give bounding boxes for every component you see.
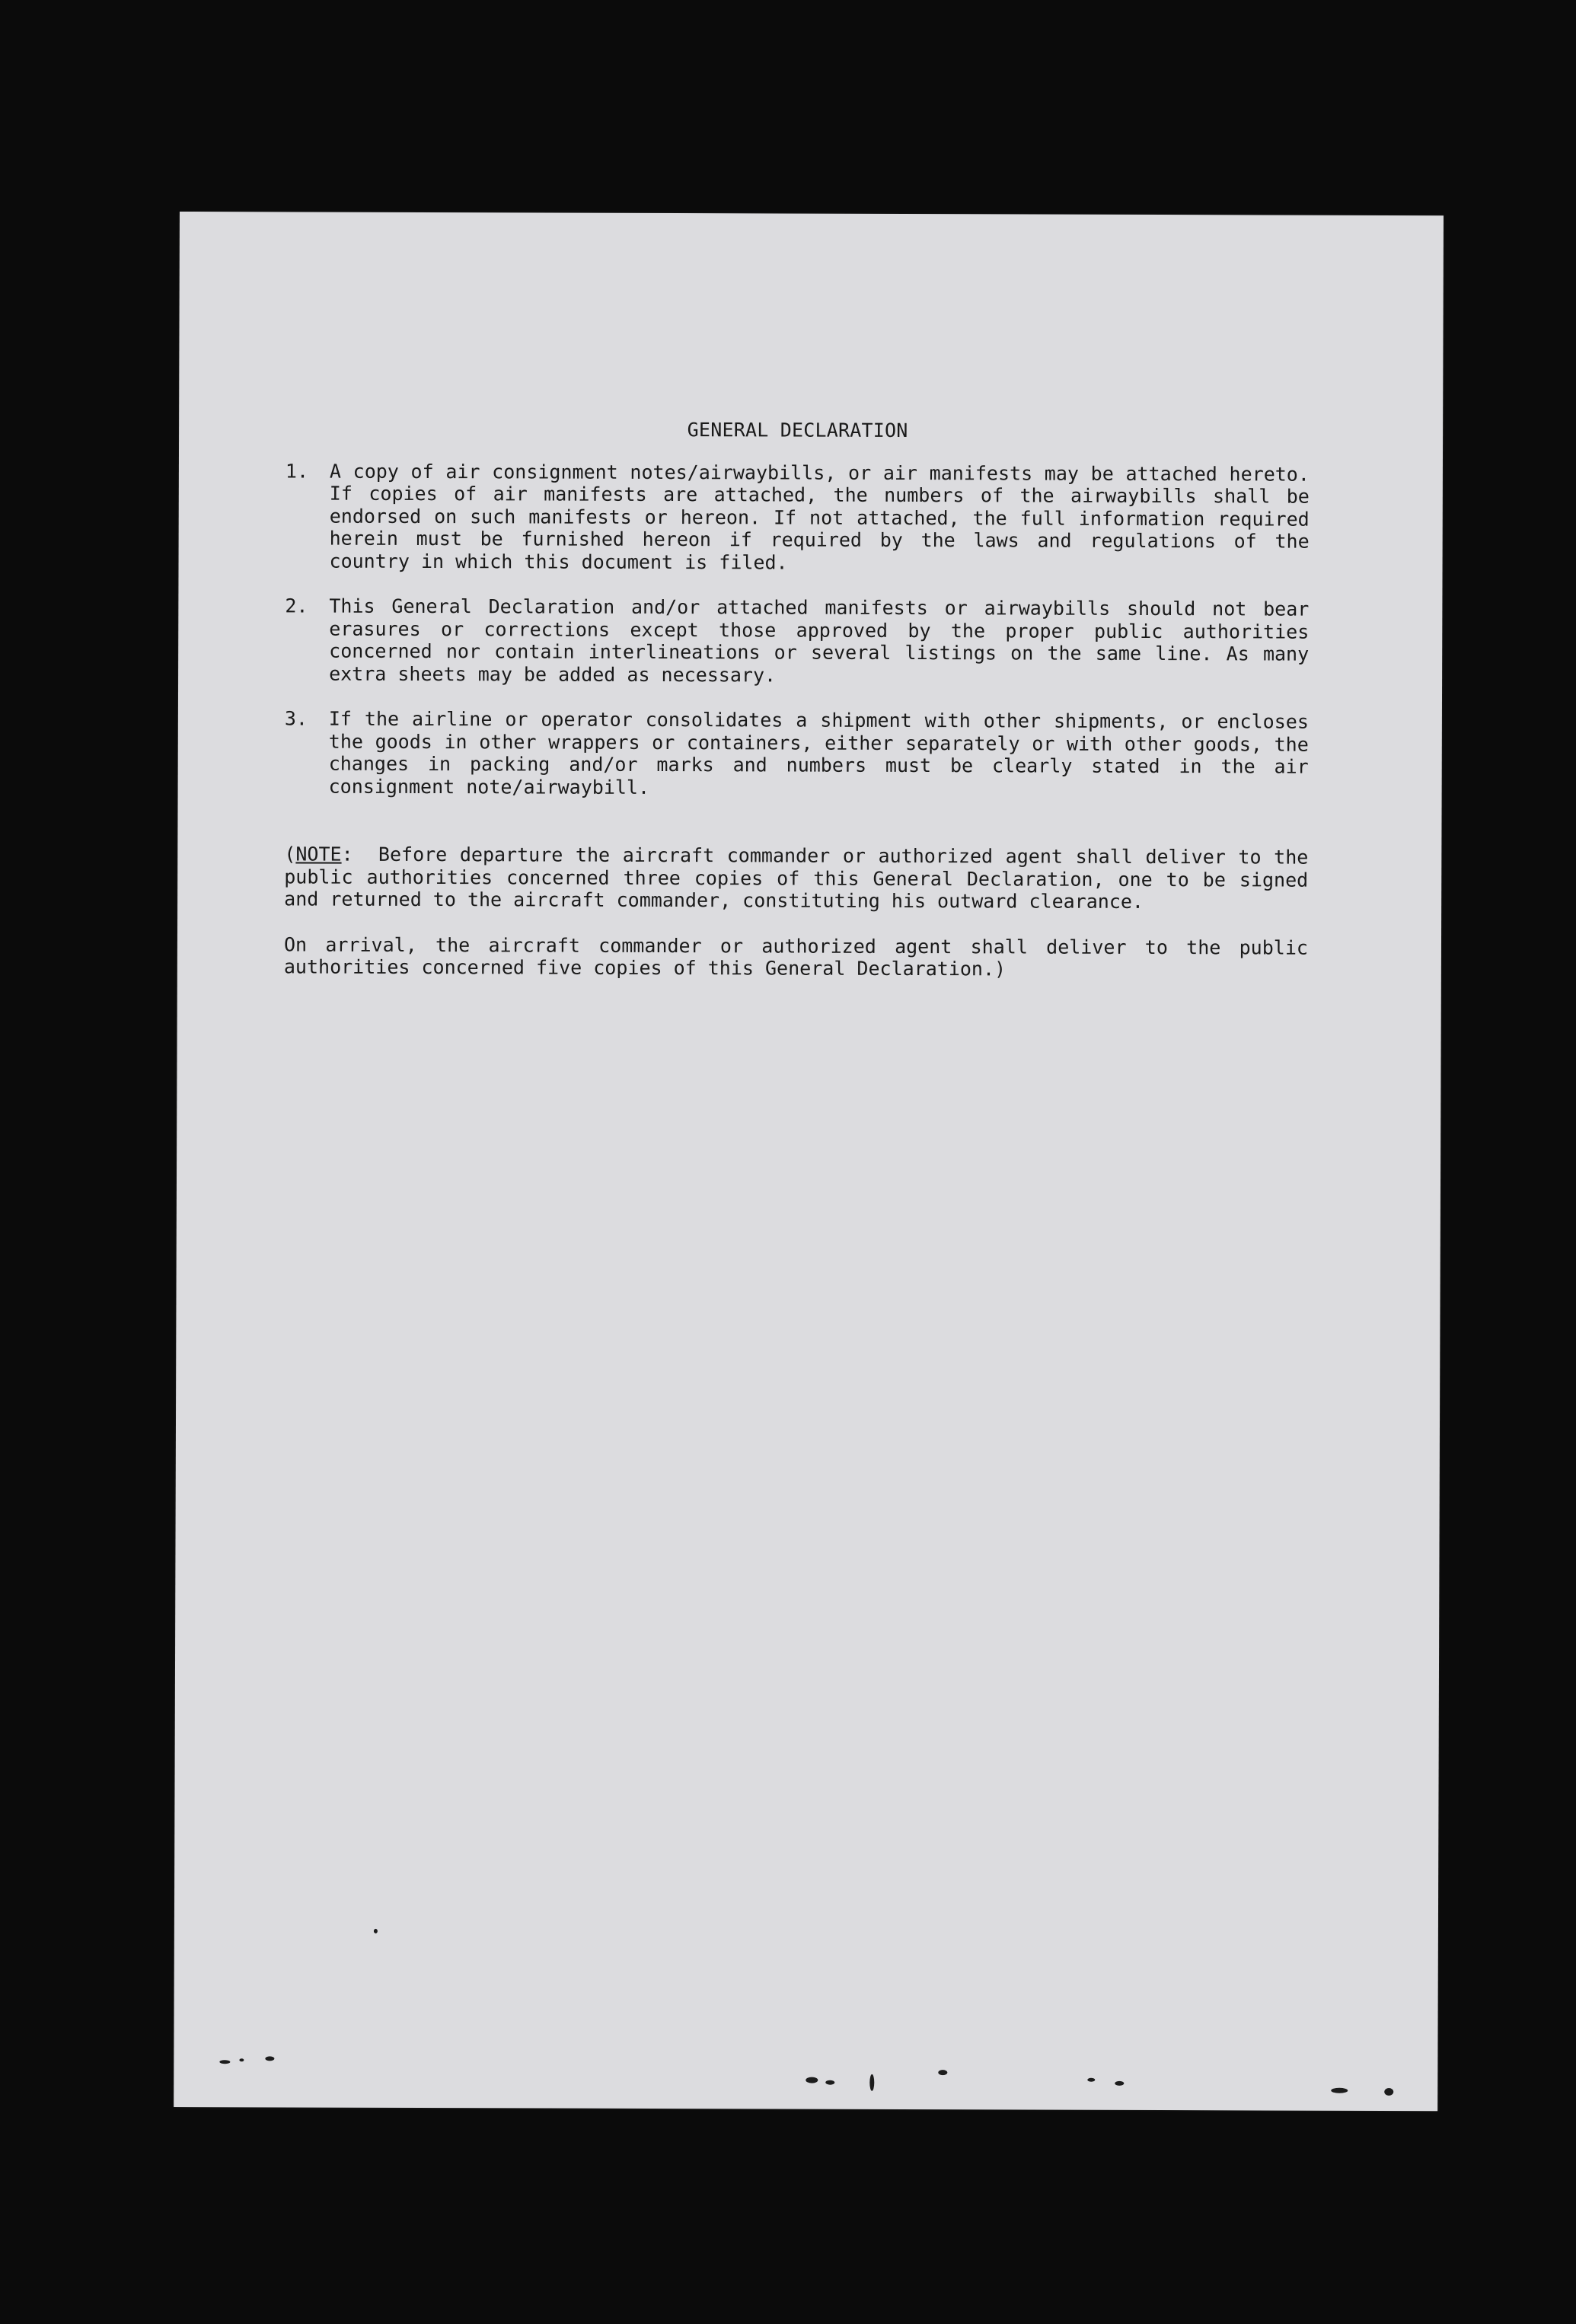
list-item-1 [286,460,1310,575]
document-body [284,417,1310,981]
item-text: If the airline or operator consolidates a shipment with other shipments, or encloses the goods in other wrappers or containers, either separately or with other goods, the changes in packing and/or marks and numbers must be clearly stated in the air consignment note/airwaybill. [328,707,1309,799]
note-colon: : [341,843,353,866]
scan-speck [1384,2088,1393,2096]
scan-speck [239,2058,244,2061]
scan-speck [265,2056,274,2061]
scan-speck [938,2070,947,2075]
note-text: Before departure the aircraft commander or authorized agent shall deliver to the public authorities concerned three copies of this General Declaration, one to be signed and returned to the aircraft commander, constituting his outward clearance. [284,843,1309,913]
document-title: GENERAL DECLARATION [687,419,908,442]
item-text: A copy of air consignment notes/airwaybills, or air manifests may be attached hereto. If copies of air manifests are attached, the numbers of the airwaybills shall be endorsed on such manifests or hereon. If not attached, the full information required herein must be furnished hereon if required by the laws and regulations of the country in which this document is filed. [329,460,1310,574]
scan-speck [806,2077,818,2083]
document-page [174,212,1444,2111]
scan-speck [1115,2081,1124,2086]
scan-speck [869,2074,874,2091]
note-paragraph [284,843,1308,913]
scan-speck [825,2080,834,2085]
note-label: NOTE [295,843,342,866]
item-number: 1. [285,459,309,483]
scan-speck [1331,2088,1348,2093]
list-item-2 [285,595,1309,687]
scan-speck [1087,2078,1095,2082]
list-item-3 [285,707,1309,800]
item-number: 2. [285,595,308,617]
note-open-paren: ( [284,843,296,866]
scan-speck [219,2060,230,2064]
item-number: 3. [284,707,308,730]
item-text: This General Declaration and/or attached manifests or airwaybills should not bear erasures or corrections except those approved by the proper public authorities concerned nor contain interlineations or several listings on the same line. As many extra sheets may be added as necessary. [329,595,1310,686]
arrival-paragraph: On arrival, the aircraft commander or authorized agent shall deliver to the public authorities concerned five copies of this General Declaration.) [283,932,1309,980]
scan-speck [374,1929,378,1933]
